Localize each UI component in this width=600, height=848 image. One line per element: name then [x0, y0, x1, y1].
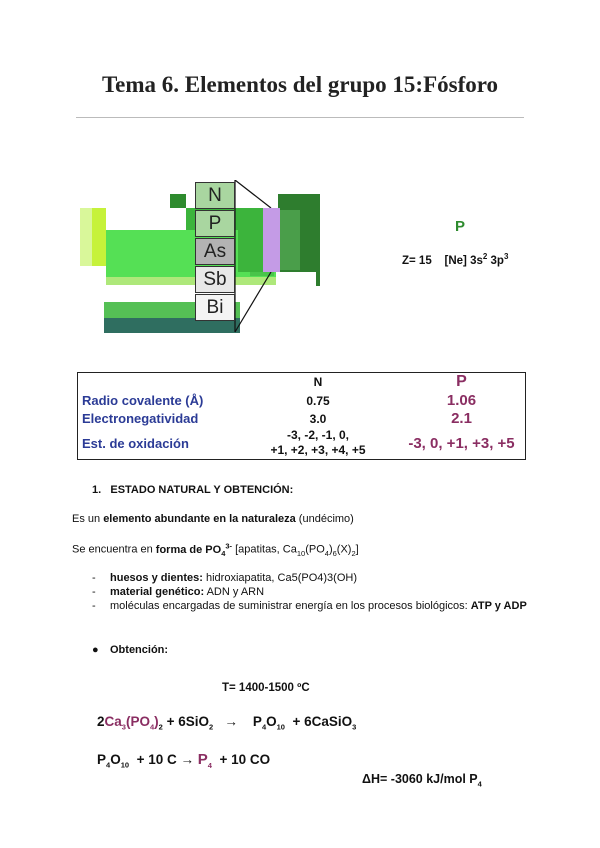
temperature-label: T= 1400-1500 ºC: [222, 682, 310, 694]
pt-group-column-highlight: [266, 208, 280, 272]
electron-config: Z= 15 [Ne] $3s^2$ $3p^3$: [402, 252, 509, 267]
section-heading: 1. ESTADO NATURAL Y OBTENCIÓN:: [92, 484, 294, 496]
paragraph-form: Se encuentra en forma de $PO_4^{3-}$ [apatitas, $Ca_{10}(PO_4)_6(X)_2$]: [72, 541, 359, 558]
col-header-n: N: [313, 375, 323, 390]
symbol-sb: Sb: [195, 266, 235, 293]
symbol-p: P: [195, 210, 235, 237]
symbol-n: N: [195, 182, 235, 209]
table-row: Radio covalente (Å) 0.75 1.06: [82, 392, 477, 409]
col-header-p: P: [456, 373, 467, 391]
equation-2: $P_4O_{10} + 10$ $C \to P_4 + 10$ CO: [97, 751, 271, 770]
symbol-as: As: [195, 238, 235, 265]
paragraph-abundance: Es un elemento abundante en la naturaleza (undécimo): [72, 513, 354, 525]
table-row: Electronegatividad 3.0 2.1: [82, 410, 472, 427]
atomic-number: Z= 15: [402, 254, 432, 267]
comparison-table: [77, 372, 526, 460]
title-divider: [76, 117, 524, 118]
symbol-bi: Bi: [195, 294, 235, 321]
enthalpy-label: ΔH= -3060 kJ/mol $P_4$: [362, 772, 482, 789]
element-symbol: P: [455, 218, 466, 235]
table-row: Est. de oxidación -3, -2, -1, 0, +1, +2, +3, +4, +5 -3, 0, +1, +3, +5: [82, 428, 515, 458]
equation-1: $2Ca_3(PO_4)_2 + 6SiO_2$ → $P_4O_{10}$ + 6CaSiO$_3$: [97, 714, 357, 732]
page-title: Tema 6. Elementos del grupo 15:Fósforo: [101, 72, 499, 97]
